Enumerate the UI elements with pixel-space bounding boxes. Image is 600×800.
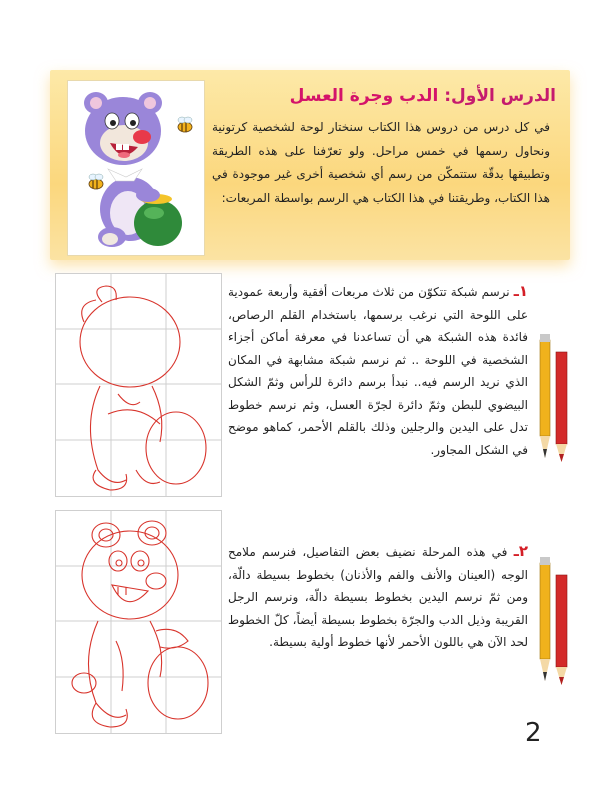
lesson-name: الدب وجرة العسل [289, 86, 439, 106]
bear-illustration [67, 80, 205, 256]
intro-paragraph: في كل درس من دروس هذا الكتاب سنختار لوحة لشخصية كرتونية ونحاول رسمها في خمس مراحل. ولو تعرّفنا على هذه الطريقة وتطبيقها بدقّة ستتمكّن من رسم أي شخصية أخرى غير موجودة في هذا الكتاب، وطريقتنا في هذا الكتاب هي الرسم بواسطة المربعات: [212, 120, 550, 205]
step1-sketch [55, 273, 222, 497]
pencils-icon [536, 330, 574, 462]
lesson-label: الدرس الأول: [444, 86, 556, 106]
bee-icon [178, 117, 192, 132]
step1-number: ١ـ [513, 282, 528, 300]
pencils-icon [536, 553, 574, 685]
step2-text: في هذه المرحلة نضيف بعض التفاصيل، فنرسم ملامح الوجه (العينان والأنف والفم والأذنان) بخطوط بسيطة دالّة، ومن ثمّ نرسم اليدين بخطوط بسيطة دالّة، ونرسم الرجل القريبة وذيل الدب والجرّة بخطوط بسيطة أيضاً، كلّ الخطوط لحد الآن هي باللون الأحمر لأنها خطوط أولية بسيطة. [228, 545, 528, 649]
step2-number: ٢ـ [513, 542, 528, 560]
lesson-title [290, 86, 556, 106]
bee-icon [89, 174, 103, 189]
page-number: 2 [525, 718, 542, 748]
step2-paragraph [228, 540, 528, 654]
step2-sketch [55, 510, 222, 734]
step1-paragraph [228, 280, 528, 461]
step1-text: نرسم شبكة تتكوّن من ثلاث مربعات أفقية وأربعة عمودية على اللوحة التي نرغب برسمها، باستخدام القلم الرصاص، فائدة هذه الشبكة هي أن تساعدنا في معرفة أماكن أجزاء الشخصية في اللوحة .. ثم نرسم شبكة مشابهة في المكان الذي نريد الرسم فيه.. نبدأ برسم دائرة للرأس وثمّ الشكل البيضوي للبطن وثمّ دائرة لجرّة العسل، وثم نرسم خطوط تدل على اليدين والرجلين وذلك بالقلم الأحمر، كماهو موضح في الشكل المجاور. [228, 285, 528, 457]
